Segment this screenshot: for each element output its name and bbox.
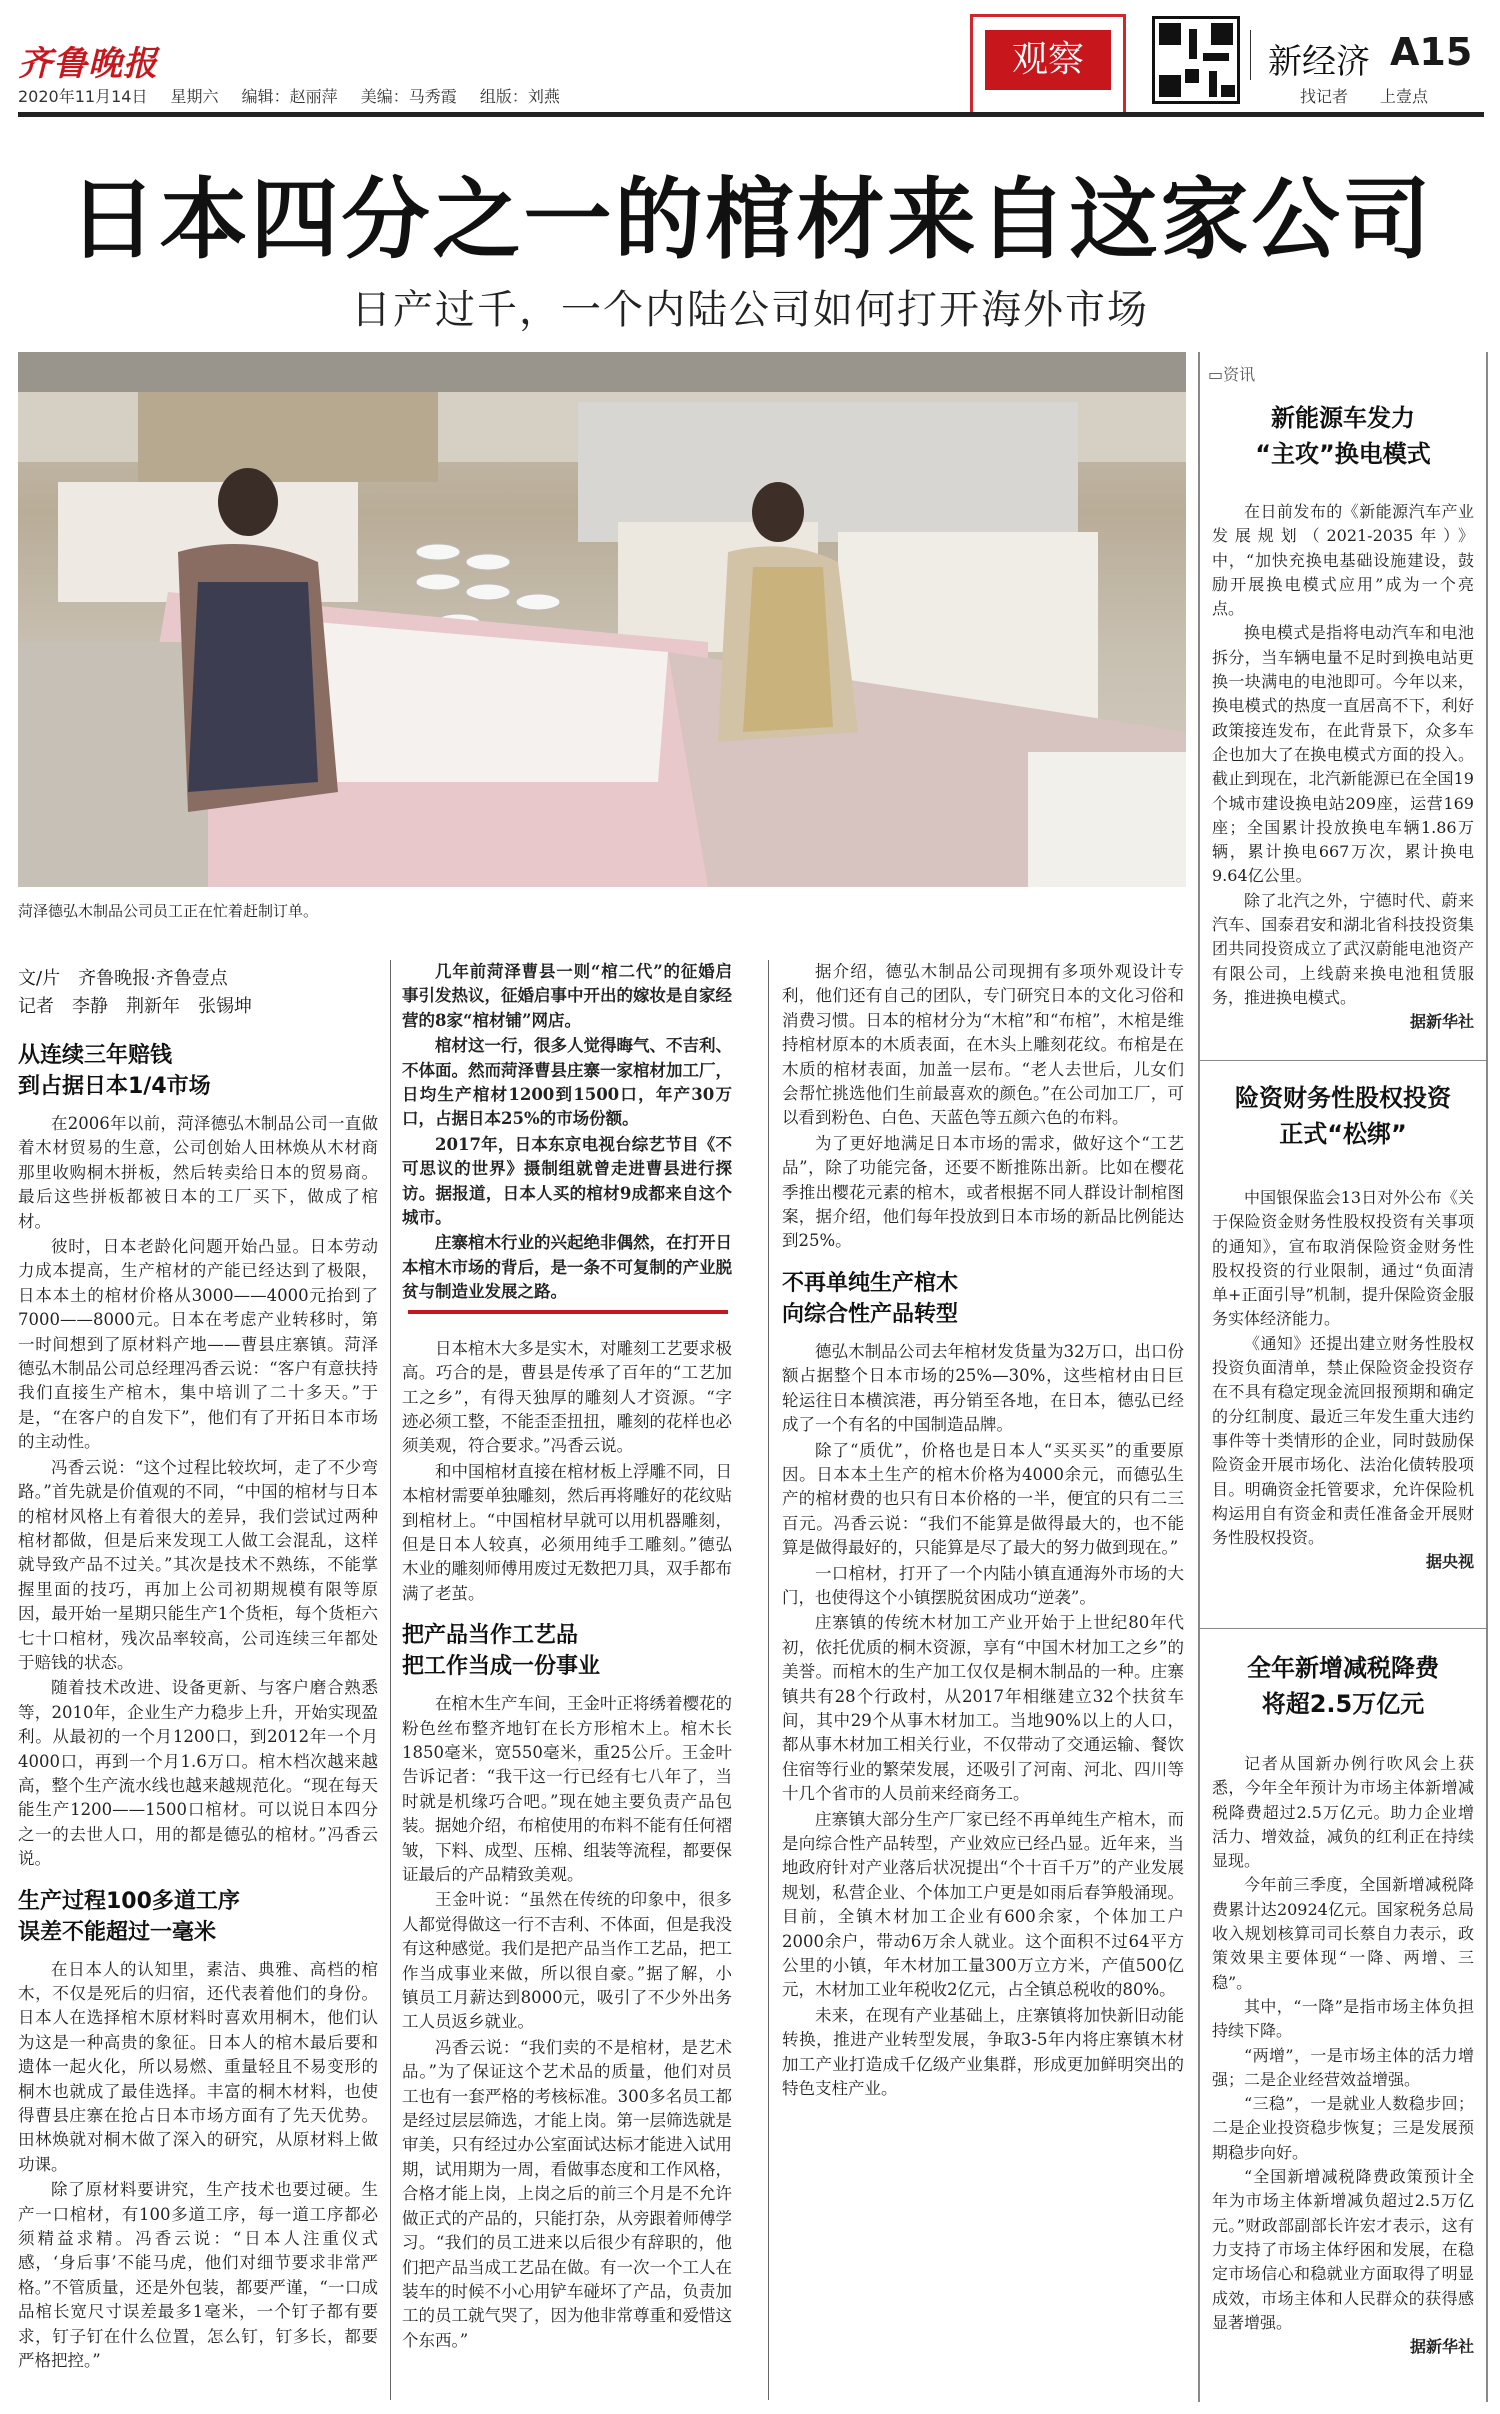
lead-paragraph: 庄寨棺木行业的兴起绝非偶然，在打开日本棺木市场的背后，是一条不可复制的产业脱贫与制造业发展之路。 <box>402 1233 732 1302</box>
paragraph: 彼时，日本老龄化问题开始凸显。日本劳动力成本提高，生产棺材的产能已经达到了极限，日本本土的棺材价格从3000——4000元抬到了7000——8000元。日本在考虑产业转移时，第一时间想到了原材料产地——曹县庄寨镇。菏泽德弘木制品公司总经理冯香云说：“客户有意扶持我们直接生产棺木，集中培训了二十多天。”于是，“在客户的自发下”，他们有了开拓日本市场的主动性。 <box>18 1237 378 1452</box>
paragraph: 除了原材料要讲究，生产技术也要过硬。生产一口棺材，有100多道工序，每一道工序都必须精益求精。冯香云说：“日本人注重仪式感，‘身后事’不能马虎，他们对细节要求非常严格。”不管质量，还是外包装，都要严谨，“一口成品棺长宽尺寸误差最多1毫米，一个钉子都有要求，钉子钉在什么位置，怎么钉，钉多长，都要严格把控。” <box>18 2180 378 2371</box>
section-heading: 把产品当作工艺品 把工作当成一份事业 <box>402 1623 601 1680</box>
photo-caption: 菏泽德弘木制品公司员工正在忙着赶制订单。 <box>18 902 319 920</box>
paragraph: 中国银保监会13日对外公布《关于保险资金财务性股权投资有关事项的通知》，宣布取消保险资金财务性股权投资的行业限制，通过“负面清单+正面引导”机制，提升保险资金服务实体经济能力。 <box>1212 1188 1474 1329</box>
reporter-contact: 找记者 上壹点 <box>1300 87 1429 106</box>
factory-photo <box>18 352 1186 887</box>
masthead-divider <box>1250 30 1251 80</box>
sidebar-divider <box>1200 1628 1486 1629</box>
article-column-3 <box>782 960 1184 2410</box>
paragraph: 冯香云说：“这个过程比较坎坷，走了不少弯路。”首先就是价值观的不同，“中国的棺材与日本的棺材风格上有着很大的差异，我们尝试过两种棺材都做，但是后来发现工人做工会混乱，这样就导致产品不过关。”其次是技术不熟练，不能掌握里面的技巧，再加上公司初期规模有限等原因，最开始一星期只能生产1个货柜，每个货柜六七十口棺材，残次品率较高，公司连续三年都处于赔钱的状态。 <box>18 1457 378 1672</box>
paragraph: 一口棺材，打开了一个内陆小镇直通海外市场的大门，也使得这个小镇摆脱贫困成功“逆袭”。 <box>782 1563 1184 1607</box>
sidebar-item-title: 险资财务性股权投资 正式“松绑” <box>1235 1084 1451 1148</box>
sidebar-item-body <box>1212 1186 1474 1575</box>
sidebar-item-title: 全年新增减税降费 将超2.5万亿元 <box>1247 1654 1439 1718</box>
lead-paragraph: 几年前菏泽曹县一则“棺二代”的征婚启事引发热议，征婚启事中开出的嫁妆是自家经营的8家“棺材铺”网店。 <box>402 962 732 1030</box>
paragraph: 庄寨镇的传统木材加工产业开始于上世纪80年代初，依托优质的桐木资源，享有“中国木材加工之乡”的美誉。而棺木的生产加工仅仅是桐木制品的一种。庄寨镇共有28个行政村，从2017年相继建立32个扶贫车间，其中29个从事木材加工。当地90%以上的人口，都从事木材加工相关行业，不仅带动了交通运输、餐饮住宿等行业的繁荣发展，还吸引了河南、河北、四川等十几个省市的人员前来经商务工。 <box>782 1613 1184 1804</box>
paragraph: 据介绍，德弘木制品公司现拥有多项外观设计专利，他们还有自己的团队，专门研究日本的文化习俗和消费习惯。日本的棺材分为“木棺”和“布棺”，木棺是维持棺材原本的木质表面，在木头上雕刻花纹。布棺是在木质的棺材表面，加盖一层布。“老人去世后，儿女们会帮忙挑选他们生前最喜欢的颜色。”在公司加工厂，可以看到粉色、白色、天蓝色等五颜六色的布料。 <box>782 962 1184 1128</box>
sidebar-item <box>1212 1080 1474 1580</box>
paragraph: 未来，在现有产业基础上，庄寨镇将加快新旧动能转换，推进产业转型发展，争取3-5年内将庄寨镇木材加工产业打造成千亿级产业集群，形成更加鲜明突出的特色支柱产业。 <box>782 2005 1184 2099</box>
source-tag: 据新华社 <box>1409 1012 1474 1032</box>
art-credit: 美编：马秀霞 <box>360 87 457 106</box>
lead-paragraph: 2017年，日本东京电视台综艺节目《不可思议的世界》摄制组就曾走进曹县进行探访。据报道，日本人买的棺材9成都来自这个城市。 <box>402 1134 732 1228</box>
paragraph: 今年前三季度，全国新增减税降费累计达20924亿元。国家税务总局收入规划核算司司长蔡自力表示，政策效果主要体现“一降、两增、三稳”。 <box>1212 1875 1474 1992</box>
sidebar-item <box>1212 1650 1474 2390</box>
section-heading: 生产过程100多道工序 误差不能超过一毫米 <box>18 1888 240 1945</box>
paragraph: 在棺木生产车间，王金叶正将绣着樱花的粉色丝布整齐地钉在长方形棺木上。棺木长1850毫米，宽550毫米，重25公斤。王金叶告诉记者：“我干这一行已经有七八年了，当时就是机缘巧合吧。”现在她主要负责产品包装。据她介绍，布棺使用的布料不能有任何褶皱，下料、成型、压棉、组装等流程，都要保证最后的产品精致美观。 <box>402 1694 732 1884</box>
paragraph: 德弘木制品公司去年棺材发货量为32万口，出口份额占据整个日本市场的25%—30%，这些棺材由日巨轮运往日本横滨港，再分销至各地，在日本，德弘已经成了一个有名的中国制造品牌。 <box>782 1341 1184 1435</box>
section-tag: 观察 <box>985 30 1111 90</box>
paragraph: 除了“质优”，价格也是日本人“买买买”的重要原因。日本本土生产的棺木价格为4000余元，而德弘生产的棺材费的也只有日本价格的一半，便宜的只有二三百元。冯香云说：“我们不能算是做得最大的，也不能算是做得最好的，只能算是尽了最大的努力做到现在。” <box>782 1440 1184 1558</box>
section-heading: 不再单纯生产棺木 向综合性产品转型 <box>782 1270 959 1327</box>
paragraph: 换电模式是指将电动汽车和电池拆分，当车辆电量不足时到换电站更换一块满电的电池即可。今年以来，换电模式的热度一直居高不下，利好政策接连发布，在此背景下，众多车企也加大了在换电模式方面的投入。截止到现在，北汽新能源已在全国19个城市建设换电站209座，运营169座；全国累计投放换电车辆1.86万辆，累计换电667万次，累计换电9.64亿公里。 <box>1212 623 1474 886</box>
source-tag: 据新华社 <box>1409 2337 1474 2357</box>
column-divider <box>390 960 391 2400</box>
editor-credit: 编辑：赵丽萍 <box>241 87 338 106</box>
issue-date: 2020年11月14日 <box>18 87 148 106</box>
sidebar-item-title: 新能源车发力 “主攻”换电模式 <box>1255 404 1431 468</box>
issue-weekday: 星期六 <box>170 87 219 106</box>
paragraph: 庄寨镇大部分生产厂家已经不再单纯生产棺木，而是向综合性产品转型，产业效应已经凸显。近年来，当地政府针对产业落后状况提出“个十百千万”的产业发展规划，私营企业、个体加工户更是如雨后春笋般涌现。目前，全镇木材加工企业有600余家，个体加工户2000余户，带动6万余人就业。这个面积不过64平方公里的小镇，年木材加工量300万立方米，产值500亿元，木材加工业年税收2亿元，占全镇总税收的80%。 <box>782 1809 1184 2000</box>
masthead-meta <box>18 84 578 107</box>
credit-line: 文/片 齐鲁晚报·齐鲁壹点 <box>18 968 228 989</box>
paragraph: 在日前发布的《新能源汽车产业发展规划（2021-2035年）》中，“加快充换电基础设施建设，鼓励开展换电模式应用”成为一个亮点。 <box>1212 502 1474 619</box>
page-number: A15 <box>1390 30 1473 74</box>
paragraph: 《通知》还提出建立财务性股权投资负面清单，禁止保险资金投资存在不具有稳定现金流回报预期和确定的分红制度、最近三年发生重大违约事件等十类情形的企业，同时鼓励保险资金开展市场化、法治化债转股项目。明确资金托管要求，允许保险机构运用自有资金和责任准备金开展财务性股权投资。 <box>1212 1333 1474 1548</box>
paragraph: 和中国棺材直接在棺材板上浮雕不同，日本棺材需要单独雕刻，然后再将雕好的花纹贴到棺材上。“中国棺材早就可以用机器雕刻，但是日本人较真，必须用纯手工雕刻。”德弘木业的雕刻师傅用废过无数把刀具，双手都布满了老茧。 <box>402 1461 732 1603</box>
proof-credit: 组版：刘燕 <box>479 87 560 106</box>
paragraph: 为了更好地满足日本市场的需求，做好这个“工艺品”，除了功能完备，还要不断推陈出新。比如在樱花季推出樱花元素的棺木，或者根据不同人群设计制棺图案，据介绍，他们每年投放到日本市场的新品比例能达到25%。 <box>782 1133 1184 1251</box>
sidebar-label: ▭资讯 <box>1208 365 1256 384</box>
sidebar-divider <box>1200 1060 1486 1061</box>
paragraph: 在日本人的认知里，素洁、典雅、高档的棺木，不仅是死后的归宿，还代表着他们的身份。日本人在选择棺木原材料时喜欢用桐木，他们认为这是一种高贵的象征。日本人的棺木最后要和遗体一起火化，所以易燃、重量轻且不易变形的桐木也就成了最佳选择。丰富的桐木材料，也使得曹县庄寨在抢占日本市场方面有了先天优势。田林焕就对桐木做了深入的研究，从原材料上做功课。 <box>18 1959 378 2174</box>
paragraph: “两增”，一是市场主体的活力增强；二是企业经营效益增强。 <box>1212 2045 1474 2089</box>
sidebar-item-body <box>1212 1752 1474 2359</box>
paragraph: 除了北汽之外，宁德时代、蔚来汽车、国泰君安和湖北省科技投资集团共同投资成立了武汉蔚能电池资产有限公司，上线蔚来换电池租赁服务，推进换电模式。 <box>1212 890 1474 1007</box>
article-column-2 <box>402 960 732 2410</box>
newspaper-logo: 齐鲁晚报 <box>18 44 158 84</box>
lead-red-bar <box>408 1310 728 1314</box>
sidebar-item <box>1212 400 1474 1040</box>
paragraph: 随着技术改进、设备更新、与客户磨合熟悉等，2010年，企业生产力稳步上升，开始实现盈利。从最初的一个月1200口，到2012年一个月4000口，再到一个月1.6万口。棺木档次越来越高，整个生产流水线也越来越规范化。“现在每天能生产1200——1500口棺材。可以说日本四分之一的去世人口，用的都是德弘的棺材。”冯香云说。 <box>18 1678 378 1869</box>
section-name: 新经济 <box>1268 42 1370 82</box>
sidebar-item-body <box>1212 500 1474 1035</box>
paragraph: “全国新增减税降费政策预计全年为市场主体新增减负超过2.5万亿元。”财政部副部长许宏才表示，这有力支持了市场主体纾困和发展，在稳定市场信心和稳就业方面取得了明显成效，市场主体和人民群众的获得感显著增强。 <box>1212 2167 1474 2332</box>
lead-block <box>402 960 732 1305</box>
paragraph: 日本棺木大多是实木，对雕刻工艺要求极高。巧合的是，曹县是传承了百年的“工艺加工之乡”，有得天独厚的雕刻人才资源。“字迹必须工整，不能歪歪扭扭，雕刻的花样也必须美观，符合要求。”冯香云说。 <box>402 1338 732 1456</box>
paragraph: 在2006年以前，菏泽德弘木制品公司一直做着木材贸易的生意，公司创始人田林焕从木材商那里收购桐木拼板，然后转卖给日本的贸易商。最后这些拼板都被日本的工厂买下，做成了棺材。 <box>18 1114 378 1231</box>
paragraph: “三稳”，一是就业人数稳步回；二是企业投资稳步恢复；三是发展预期稳步向好。 <box>1212 2094 1474 2162</box>
paragraph: 王金叶说：“虽然在传统的印象中，很多人都觉得做这一行不吉利、不体面，但是我没有这种感觉。我们是把产品当作工艺品，把工作当成事业来做，所以很自豪。”据了解，小镇员工月薪达到8000元，吸引了不少外出务工人员返乡就业。 <box>402 1890 732 2032</box>
section-heading: 从连续三年赔钱 到占据日本1/4市场 <box>18 1043 211 1099</box>
masthead-rule <box>18 112 1484 117</box>
paragraph: 冯香云说：“我们卖的不是棺材，是艺术品。”为了保证这个艺术品的质量，他们对员工也有一套严格的考核标准。300多名员工都是经过层层筛选，才能上岗。第一层筛选就是审美，只有经过办公室面试达标才能进入试用期，试用期为一周，看做事态度和工作风格，合格才能上岗，上岗之后的前三个月是不允许做正式的产品的，只能打杂，从旁跟着师傅学习。“我们的员工进来以后很少有辞职的，他们把产品当成工艺品在做。有一次一个工人在装车的时候不小心用铲车碰坏了产品，负责加工的员工就气哭了，因为他非常尊重和爱惜这个东西。” <box>402 2037 732 2350</box>
column-divider <box>768 960 769 2400</box>
lead-paragraph: 棺材这一行，很多人觉得晦气、不吉利、不体面。然而菏泽曹县庄寨一家棺材加工厂，日均生产棺材1200到1500口，年产30万口，占据日本25%的市场份额。 <box>402 1036 732 1129</box>
paragraph: 记者从国新办例行吹风会上获悉，今年全年预计为市场主体新增减税降费超过2.5万亿元。助力企业增活力、增效益，减负的红利正在持续显现。 <box>1212 1754 1474 1871</box>
paragraph: 其中，“一降”是指市场主体负担持续下降。 <box>1212 1996 1474 2041</box>
credit-line: 记者 李静 荆新年 张锡坤 <box>18 996 252 1017</box>
source-tag: 据央视 <box>1425 1552 1474 1572</box>
article-credit <box>18 965 378 1021</box>
qr-code-icon[interactable] <box>1152 16 1240 104</box>
article-subheadline: 日产过千，一个内陆公司如何打开海外市场 <box>351 287 1149 333</box>
article-column-1 <box>18 1040 378 2410</box>
article-headline: 日本四分之一的棺材来自这家公司 <box>68 168 1434 271</box>
